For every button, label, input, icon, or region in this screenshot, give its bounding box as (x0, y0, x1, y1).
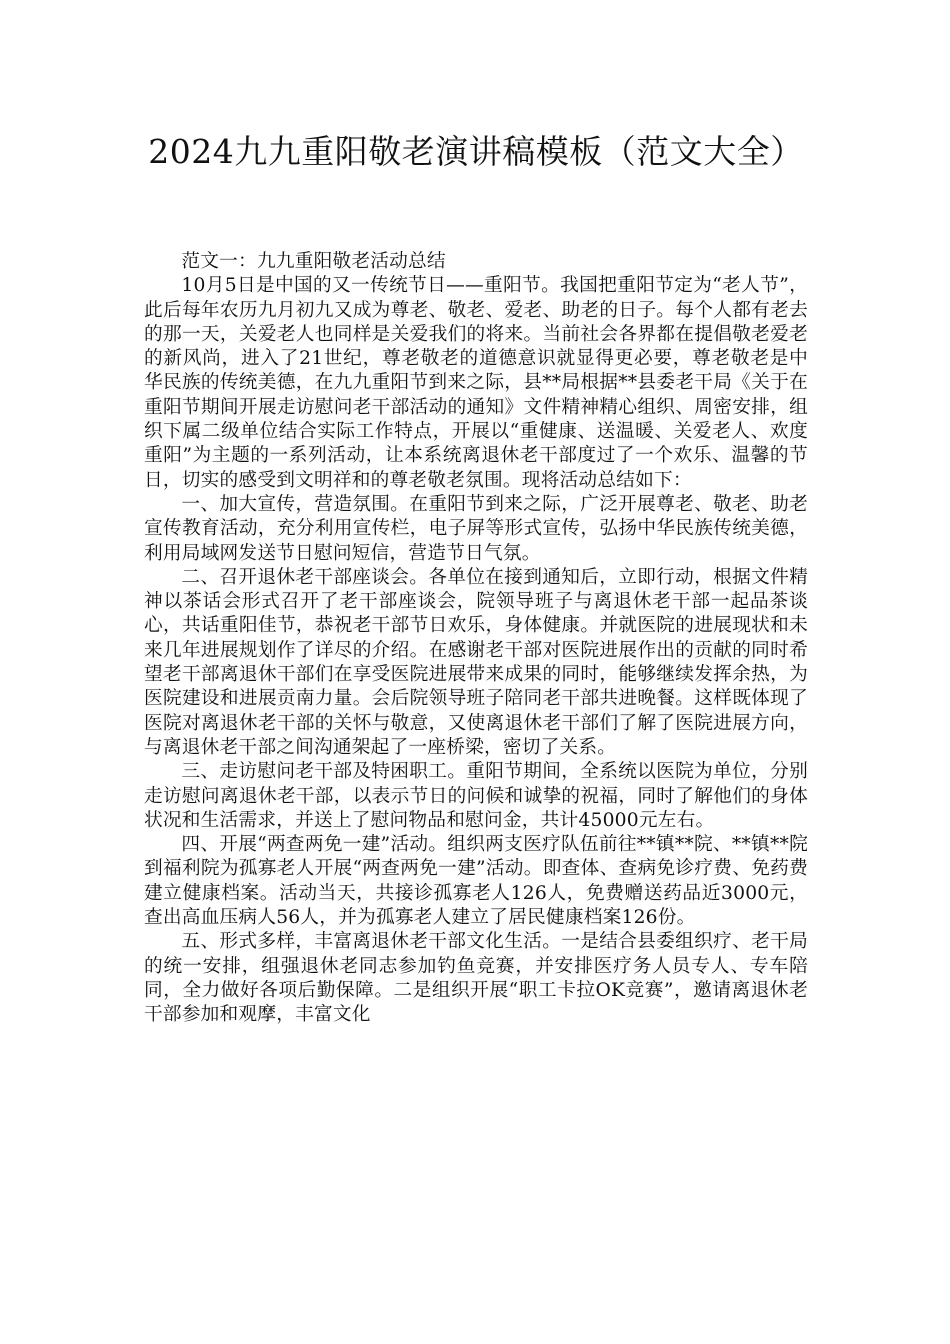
document-title: 2024九九重阳敬老演讲稿模板（范文大全） (148, 132, 804, 171)
document-body (144, 250, 808, 1028)
paragraph-item-1: 一、加大宣传，营造氛围。在重阳节到来之际，广泛开展尊老、敬老、助老宣传教育活动，充分利用宣传栏，电子屏等形式宣传，弘扬中华民族传统美德，利用局域网发送节日慰问短信，营造节日气氛。 (144, 493, 808, 564)
section-heading: 范文一：九九重阳敬老活动总结 (181, 251, 446, 272)
paragraph-item-5: 五、形式多样，丰富离退休老干部文化生活。一是结合县委组织疗、老干局的统一安排，组强退休老同志参加钓鱼竞赛，并安排医疗务人员专人、专车陪同，全力做好各项后勤保障。二是组织开展“职工卡拉OK竞赛”，邀请离退休老干部参加和观摩，丰富文化 (144, 931, 808, 1026)
paragraph-item-3: 三、走访慰问老干部及特困职工。重阳节期间，全系统以医院为单位，分别走访慰问离退休老干部，以表示节日的问候和诚挚的祝福，同时了解他们的身体状况和生活需求，并送上了慰问物品和慰问金，共计45000元左右。 (144, 761, 808, 831)
paragraph-intro: 10月5日是中国的又一传统节日——重阳节。我国把重阳节定为“老人节”，此后每年农历九月初九又成为尊老、敬老、爱老、助老的日子。每个人都有老去的那一天，关爱老人也同样是关爱我们的将来。当前社会各界都在提倡敬老爱老的新风尚，进入了21世纪，尊老敬老的道德意识就显得更必要，尊老敬老是中华民族的传统美德，在九九重阳节到来之际，县**局根据**县委老干局《关于在重阳节期间开展走访慰问老干部活动的通知》文件精神精心组织、周密安排，组织下属二级单位结合实际工作特点，开展以“重健康、送温暖、关爱老人、欢度重阳”为主题的一系列活动，让本系统离退休老干部度过了一个欢乐、温馨的节日，切实的感受到文明祥和的尊老敬老氛围。现将活动总结如下： (144, 275, 808, 491)
paragraph-item-2: 二、召开退休老干部座谈会。各单位在接到通知后，立即行动，根据文件精神以茶话会形式召开了老干部座谈会，院领导班子与离退休老干部一起品茶谈心，共话重阳佳节，恭祝老干部节日欢乐，身体健康。并就医院的进展现状和未来几年进展规划作了详尽的介绍。在感谢老干部对医院进展作出的贡献的同时希望老干部离退休干部们在享受医院进展带来成果的同时，能够继续发挥余热，为医院建设和进展贡南力量。会后院领导班子陪同老干部共进晚餐。这样既体现了医院对离退休老干部的关怀与敬意，又使离退休老干部们了解了医院进展方向，与离退休老干部之间沟通架起了一座桥梁，密切了关系。 (144, 566, 808, 758)
paragraph-item-4: 四、开展“两查两免一建”活动。组织两支医疗队伍前往**镇**院、**镇**院到福利院为孤寡老人开展“两查两免一建”活动。即查体、查病免诊疗费、免药费建立健康档案。活动当天，共接诊孤寡老人126人，免费赠送药品近3000元，查出高血压病人56人，并为孤寡老人建立了居民健康档案126份。 (144, 834, 808, 929)
